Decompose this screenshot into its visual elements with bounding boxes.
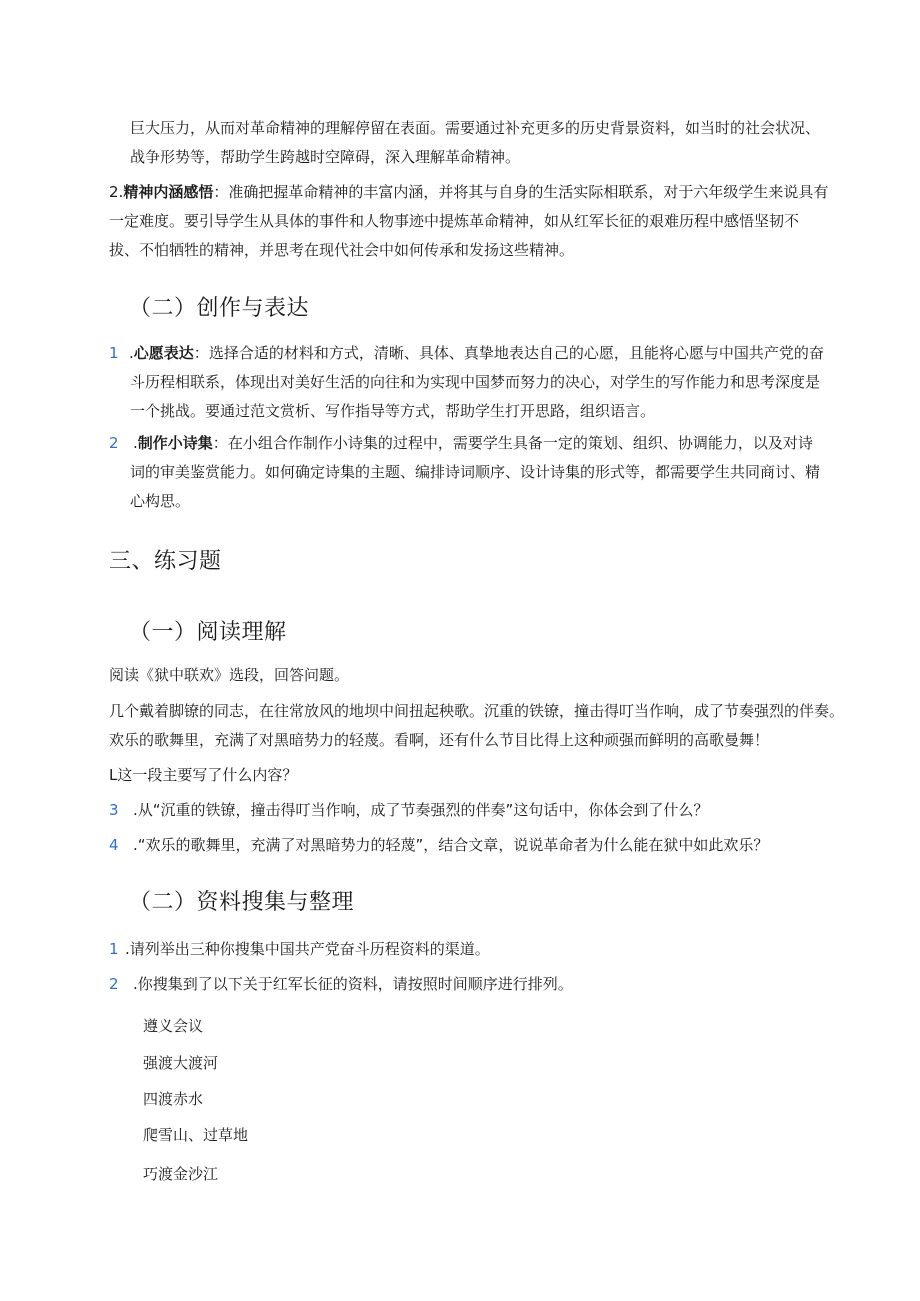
question-4 <box>109 831 768 860</box>
list-prefix: . <box>129 344 134 362</box>
question-text: .“欢乐的歌舞里，充满了对黑暗势力的轻蔑”，结合文章，说说革命者为什么能在狱中如此欢乐？ <box>133 836 769 854</box>
question-1: L这一段主要写了什么内容？ <box>109 766 298 784</box>
item-separator: ： <box>212 434 228 452</box>
materials-question-2 <box>109 970 573 999</box>
item-title: 制作小诗集 <box>137 434 213 452</box>
item-separator: ： <box>193 344 209 362</box>
item-spirit-line-2: 一定难度。要引导学生从具体的事件和人物事迹中提炼革命精神，如从红军长征的艰难历程中感悟坚韧不 <box>109 212 800 230</box>
section-heading-create: （二）创作与表达 <box>129 296 310 321</box>
item-title: 精神内涵感悟 <box>123 183 214 201</box>
reading-intro: 阅读《狱中联欢》选段，回答问题。 <box>109 666 350 684</box>
item-spirit-line-3: 拔、不怕牺牲的精神，并思考在现代社会中如何传承和发扬这些精神。 <box>109 241 575 259</box>
event-item: 四渡赤水 <box>143 1090 204 1108</box>
item-spirit-line-1 <box>109 178 828 207</box>
create-item-2-line-2: 词的审美鉴赏能力。如何确定诗集的主题、编排诗词顺序、设计诗集的形式等，都需要学生共同商讨、精 <box>130 463 821 481</box>
section-heading-exercises: 三、练习题 <box>109 549 222 574</box>
item-separator: ： <box>213 183 229 201</box>
list-prefix: . <box>133 434 138 452</box>
section-heading-materials: （二）资料搜集与整理 <box>129 890 355 915</box>
list-number: 1 <box>109 940 119 958</box>
create-item-1-line-2: 斗历程相联系，体现出对美好生活的向往和为实现中国梦而努力的决心，对学生的写作能力和思考深度是 <box>130 373 821 391</box>
list-number: 2 <box>109 434 119 452</box>
passage-line-1: 几个戴着脚镣的同志，在往常放风的地坝中间扭起秧歌。沉重的铁镣，撞击得叮当作响，成了节奏强烈的伴奏。 <box>109 702 845 720</box>
question-text: .请列举出三种你搜集中国共产党奋斗历程资料的渠道。 <box>125 940 490 958</box>
continuation-line-2: 战争形势等，帮助学生跨越时空障碍，深入理解革命精神。 <box>130 148 521 166</box>
create-item-2-line-1 <box>109 429 813 458</box>
create-item-1-line-1 <box>109 339 824 368</box>
materials-question-1 <box>109 935 490 964</box>
item-text: 选择合适的材料和方式，清晰、具体、真挚地表达自己的心愿，且能将心愿与中国共产党的奋 <box>208 344 824 362</box>
list-number: 1 <box>109 344 119 362</box>
create-item-2-line-3: 心构思。 <box>130 492 191 510</box>
event-item: 巧渡金沙江 <box>143 1165 219 1183</box>
event-item: 爬雪山、过草地 <box>143 1126 249 1144</box>
create-item-1-line-3: 一个挑战。要通过范文赏析、写作指导等方式，帮助学生打开思路，组织语言。 <box>130 402 656 420</box>
item-title: 心愿表达 <box>133 344 194 362</box>
passage-line-2: 欢乐的歌舞里，充满了对黑暗势力的轻蔑。看啊，还有什么节目比得上这种顽强而鲜明的高歌曼舞！ <box>109 731 770 749</box>
section-heading-reading: （一）阅读理解 <box>129 620 287 645</box>
item-text: 准确把握革命精神的丰富内涵，并将其与自身的生活实际相联系，对于六年级学生来说具有 <box>228 183 829 201</box>
question-text: .你搜集到了以下关于红军长征的资料，请按照时间顺序进行排列。 <box>133 975 573 993</box>
question-3 <box>109 796 708 825</box>
list-number: 3 <box>109 801 119 819</box>
question-text: .从“沉重的铁镣，撞击得叮当作响，成了节奏强烈的伴奏”这句话中，你体会到了什么？ <box>133 801 709 819</box>
item-text: 在小组合作制作小诗集的过程中，需要学生具备一定的策划、组织、协调能力，以及对诗 <box>227 434 813 452</box>
event-item: 强渡大渡河 <box>143 1054 219 1072</box>
event-item: 遵义会议 <box>143 1017 204 1035</box>
continuation-line-1: 巨大压力，从而对革命精神的理解停留在表面。需要通过补充更多的历史背景资料，如当时的社会状况、 <box>130 119 821 137</box>
list-number: 2 <box>109 975 119 993</box>
list-number: 4 <box>109 836 119 854</box>
item-number: 2. <box>109 183 124 201</box>
